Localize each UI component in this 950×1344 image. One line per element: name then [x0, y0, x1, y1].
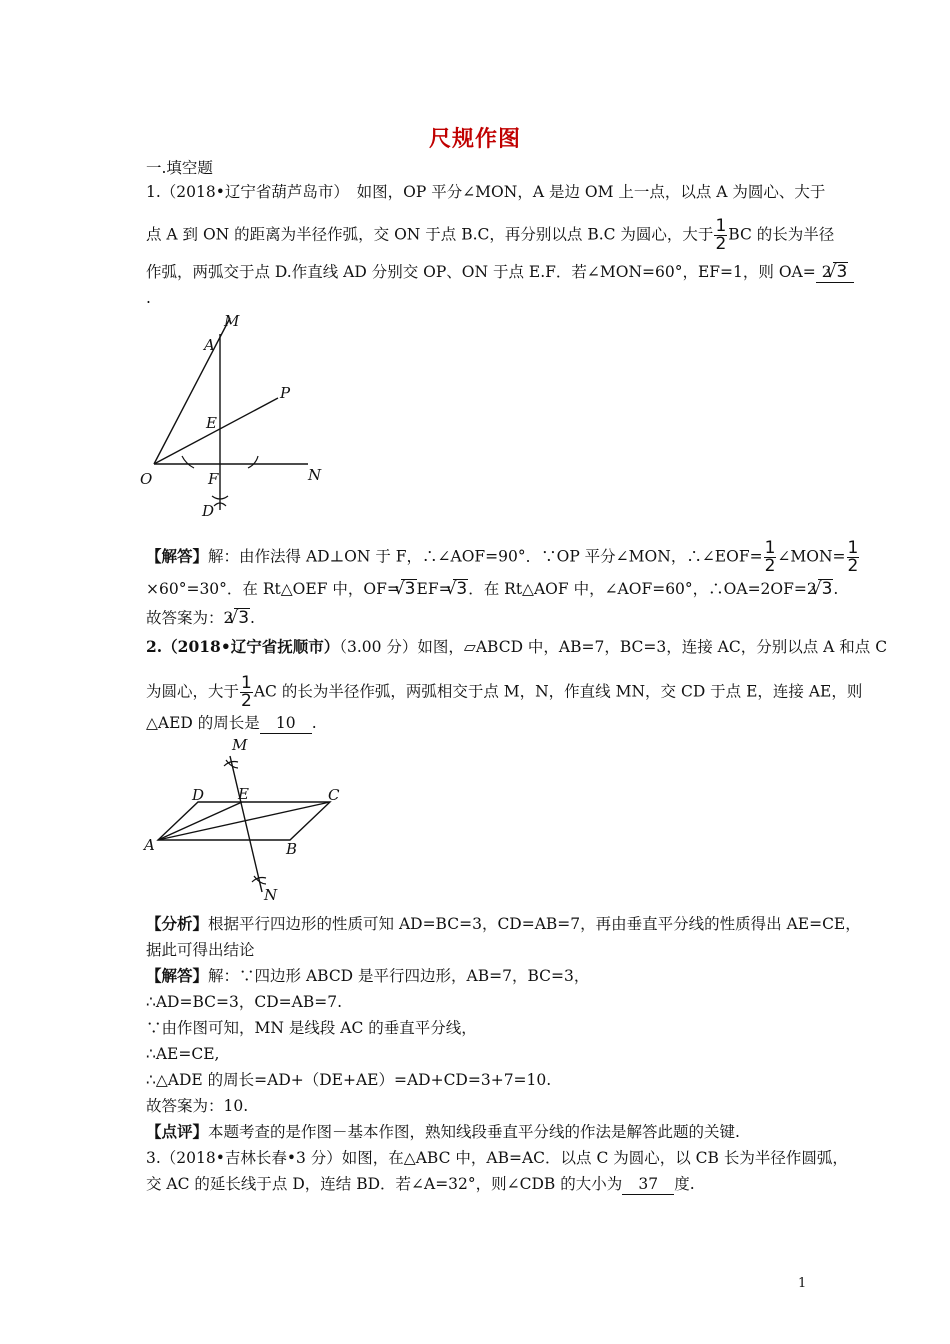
q2-solution-line6: 故答案为：10.: [146, 1097, 249, 1115]
q1-solution-line1: 【解答】解：由作法得 AD⊥ON 于 F，∴∠AOF=90°．∵OP 平分∠MON，∴∠EOF= $\frac{1}{2}$ ∠MON= $\frac{1}{2}$: [146, 538, 859, 576]
label-b2: B: [286, 840, 298, 858]
diagonal-ac: [158, 802, 330, 840]
q2-solution-line3: ∵由作图可知，MN 是线段 AC 的垂直平分线，: [146, 1019, 477, 1037]
label-o: O: [140, 470, 153, 488]
label-d: D: [202, 502, 215, 520]
q2-solution-line1: 【解答】解：∵四边形 ABCD 是平行四边形，AB=7，BC=3，: [146, 966, 590, 985]
label-m2: M: [232, 736, 248, 754]
page-number: 1: [798, 1276, 807, 1291]
q2-solution-line5: ∴△ADE 的周长=AD+（DE+AE）=AD+CD=3+7=10.: [146, 1071, 552, 1089]
label-e: E: [206, 414, 217, 432]
q2-analysis-line2: 据此可得出结论: [146, 941, 255, 959]
q1-line3: 作弧，两弧交于点 D.作直线 AD 分别交 OP、ON 于点 E.F．若∠MON=60°，EF=1，则 OA= 2√ 3: [146, 262, 854, 283]
q2-solution-line4: ∴AE=CE,: [146, 1045, 220, 1063]
label-m: M: [224, 312, 240, 330]
label-a2: A: [144, 836, 155, 854]
q3-line1: 3.（2018•吉林长春•3 分）如图，在△ABC 中，AB=AC．以点 C 为圆心，以 CB 长为半径作圆弧，: [146, 1149, 848, 1167]
q1-line1: 1.（2018•辽宁省葫芦岛市） 如图，OP 平分∠MON，A 是边 OM 上一点，以点 A 为圆心、大于: [146, 183, 826, 201]
page-title: 尺规作图: [428, 126, 521, 152]
q2-analysis-line1: 【分析】根据平行四边形的性质可知 AD=BC=3，CD=AB=7，再由垂直平分线的性质得出 AE=CE，: [146, 914, 861, 933]
fraction-half: $\frac{1}{2}$: [715, 216, 727, 254]
label-n2: N: [264, 886, 278, 904]
line-mn: [230, 756, 262, 892]
q1-final-answer: 故答案为：2√ 3.: [146, 608, 255, 628]
label-e2: E: [238, 785, 249, 803]
segment-ae: [158, 802, 242, 840]
q2-answer: 10: [260, 713, 312, 734]
label-n: N: [308, 466, 322, 484]
q2-figure: [140, 732, 350, 910]
label-a: A: [204, 336, 215, 354]
q1-answer: 2√ 3: [816, 262, 855, 283]
q3-answer: 37: [622, 1174, 674, 1195]
q1-line2: 点 A 到 ON 的距离为半径作弧，交 ON 于点 B.C，再分别以点 B.C 为圆心，大于 $\frac{1}{2}$ BC 的长为半径: [146, 216, 835, 254]
q1-figure: [136, 306, 336, 522]
q1-line4: .: [146, 289, 151, 307]
arc-b: [182, 456, 194, 468]
label-d2: D: [192, 786, 205, 804]
arc-c: [248, 456, 258, 468]
q3-line2: 交 AC 的延长线于点 D，连结 BD．若∠A=32°，则∠CDB 的大小为 37 度.: [146, 1175, 695, 1193]
label-f: F: [208, 470, 219, 488]
ray-om: [154, 318, 230, 464]
q2-line1: 2.（2018•辽宁省抚顺市）（3.00 分）如图，▱ABCD 中，AB=7，BC=3，连接 AC，分别以点 A 和点 C: [146, 637, 888, 656]
q2-line2: 为圆心，大于 $\frac{1}{2}$ AC 的长为半径作弧，两弧相交于点 M，N，作直线 MN，交 CD 于点 E，连接 AE，则: [146, 673, 863, 711]
label-p: P: [280, 384, 291, 402]
q2-line3: △AED 的周长是 10 .: [146, 714, 317, 732]
q1-solution-line2: ×60°=30°．在 Rt△OEF 中，OF=√ 3EF=√ 3．在 Rt△AOF 中，∠AOF=60°，∴OA=2OF=2√ 3.: [146, 579, 838, 599]
q2-solution-line2: ∴AD=BC=3，CD=AB=7.: [146, 993, 342, 1011]
label-c2: C: [328, 786, 340, 804]
section-heading: 一.填空题: [146, 159, 213, 177]
q2-review: 【点评】本题考查的是作图－基本作图，熟知线段垂直平分线的作法是解答此题的关键.: [146, 1122, 740, 1141]
